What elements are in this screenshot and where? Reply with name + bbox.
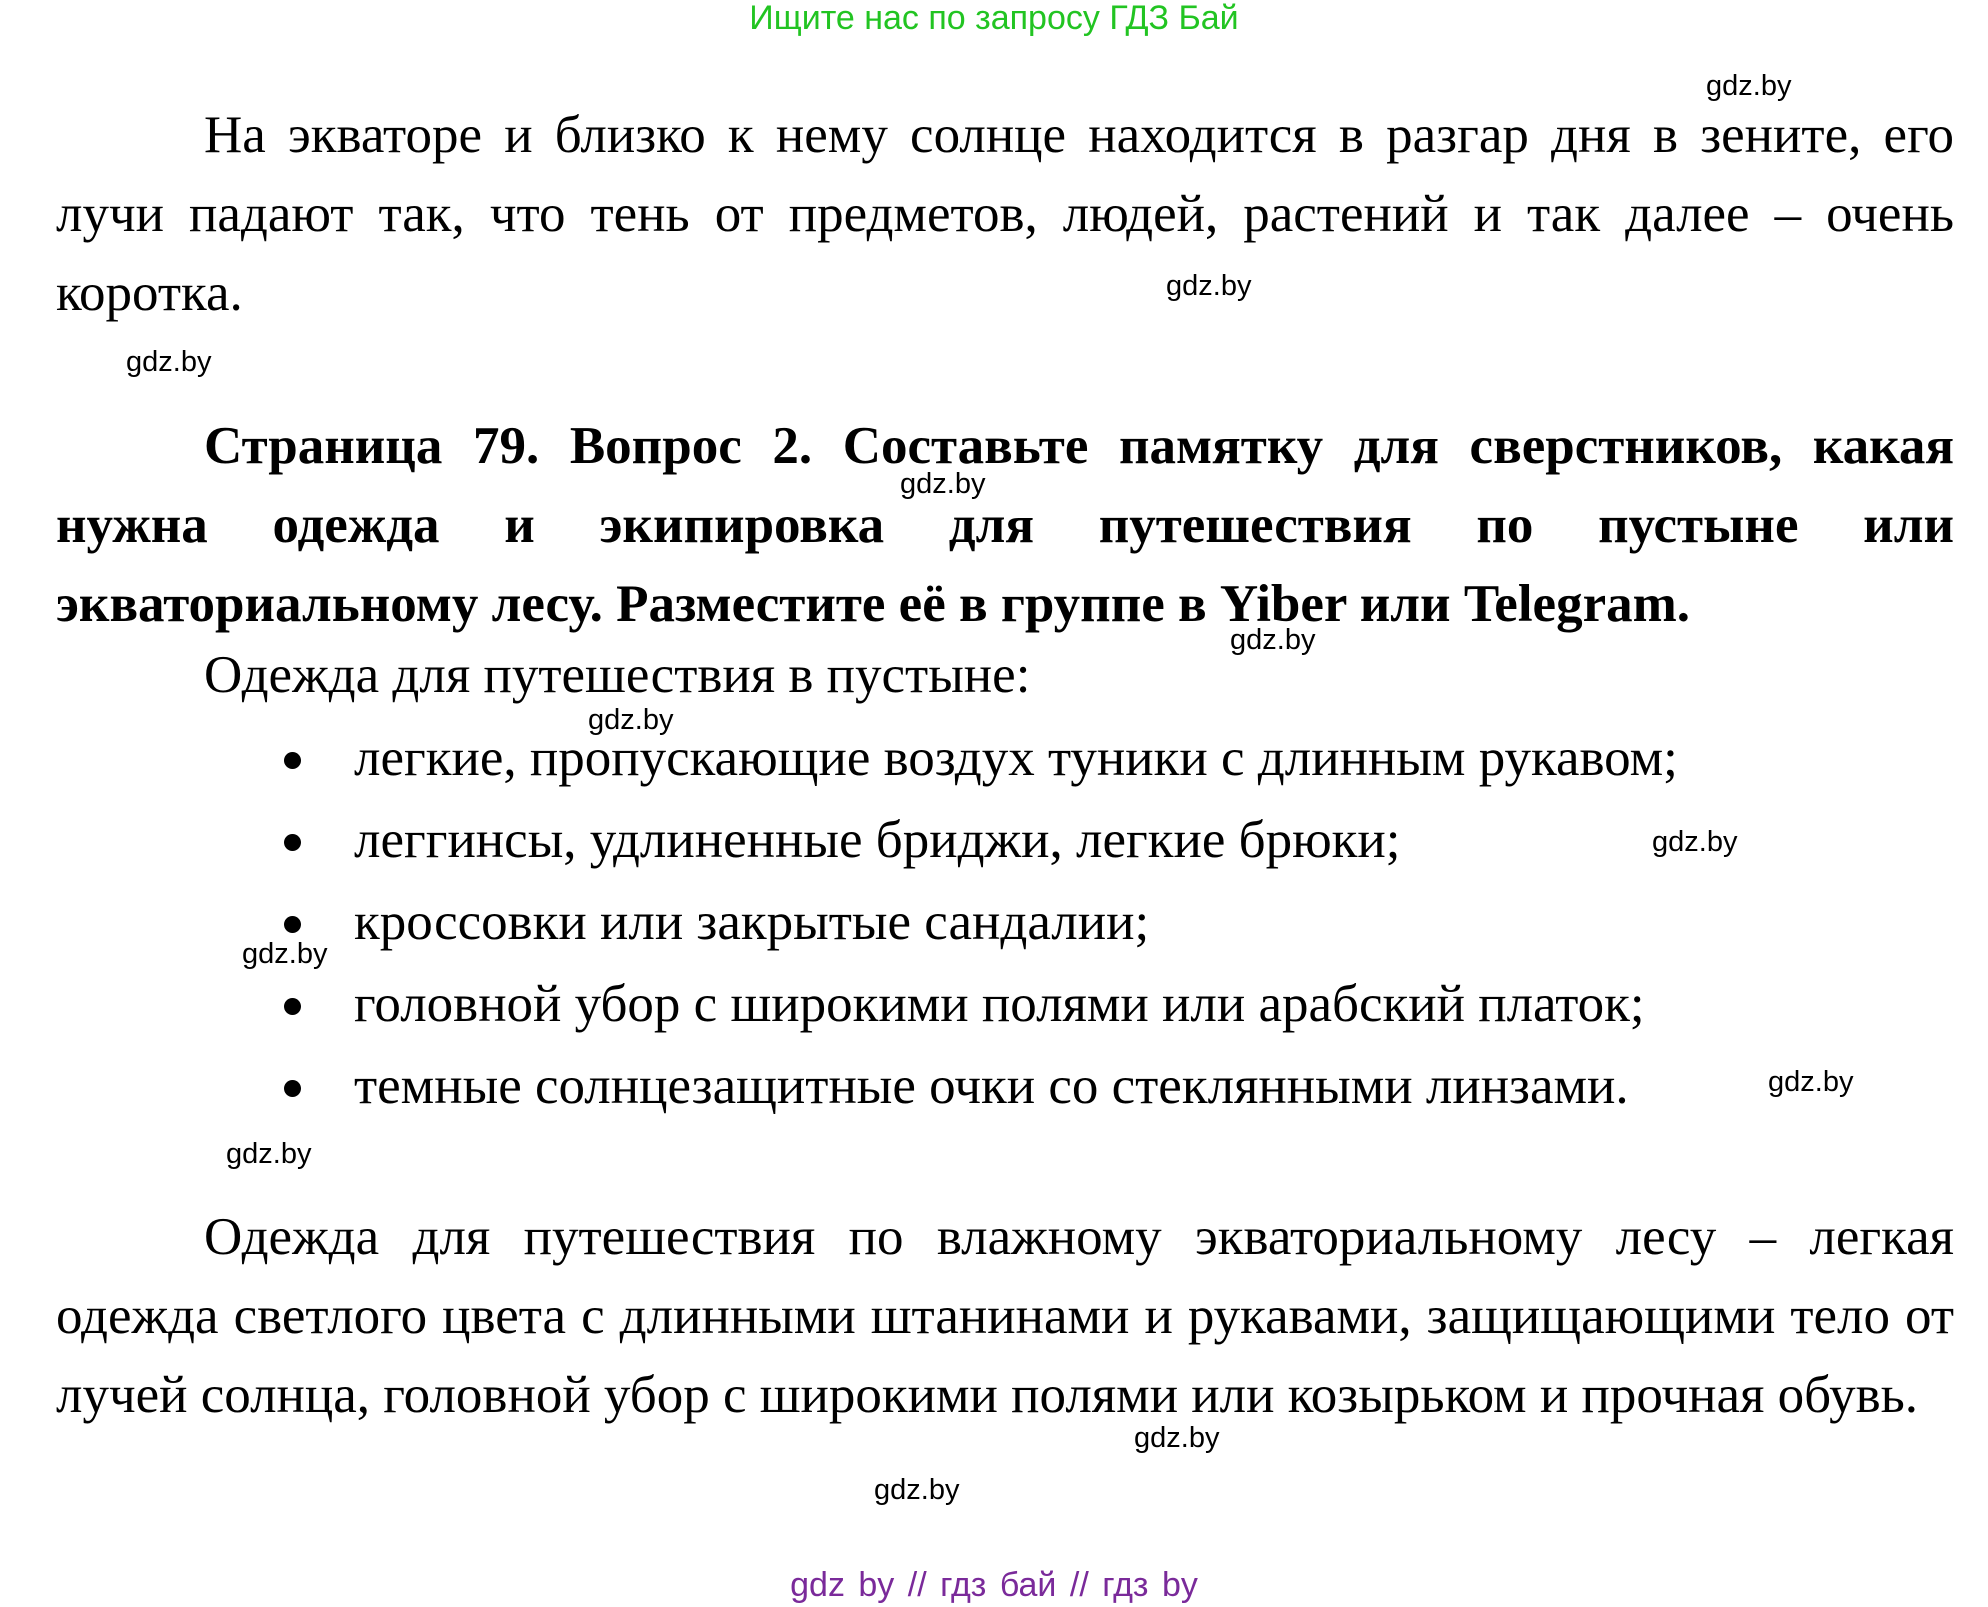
watermark: gdz.by [900, 468, 986, 500]
question-heading: Страница 79. Вопрос 2. Составьте памятку для сверстников, какая нужна одежда и экипировка для путешествия по пустыне или экваториальному лесу. Разместите её в группе в Yiber или Telegram. [56, 417, 1954, 633]
list-item-text: леггинсы, удлиненные бриджи, легкие брюки; [354, 811, 1401, 869]
list-item-text: легкие, пропускающие воздух туники с длинным рукавом; [354, 729, 1678, 787]
watermark: gdz.by [1166, 270, 1252, 302]
watermark: gdz.by [242, 938, 328, 970]
watermark: gdz.by [1230, 624, 1316, 656]
watermark: gdz.by [226, 1138, 312, 1170]
footer-links[interactable]: gdz by // гдз бай // гдз by [790, 1566, 1198, 1604]
forest-clothing-paragraph: Одежда для путешествия по влажному экваториальному лесу – легкая одежда светлого цвета с длинными штанинами и рукавами, защищающими тело от лучей солнца, головной убор с широкими полями или козырьком и прочная обувь. [56, 1208, 1954, 1424]
watermark: gdz.by [1706, 70, 1792, 102]
watermark: gdz.by [1652, 826, 1738, 858]
list-item [0, 965, 1988, 1047]
watermark: gdz.by [1134, 1422, 1220, 1454]
watermark: gdz.by [588, 704, 674, 736]
watermark: gdz.by [874, 1474, 960, 1506]
bullet-icon [284, 834, 301, 851]
bullet-icon [284, 1080, 301, 1097]
bullet-icon [284, 752, 301, 769]
paragraph-equator-shadow: На экваторе и близко к нему солнце находится в разгар дня в зените, его лучи падают так, что тень от предметов, людей, растений и так далее – очень коротка. [56, 106, 1954, 322]
list-item-text: головной убор с широкими полями или арабский платок; [354, 975, 1645, 1033]
desert-clothing-list [0, 719, 1988, 1129]
bullet-icon [284, 998, 301, 1015]
list-item-text: кроссовки или закрытые сандалии; [354, 893, 1150, 951]
list-item-text: темные солнцезащитные очки со стеклянными линзами. [354, 1057, 1629, 1115]
desert-clothing-intro: Одежда для путешествия в пустыне: [204, 646, 1031, 704]
list-item [0, 1047, 1988, 1129]
bullet-icon [284, 916, 301, 933]
list-item [0, 719, 1988, 801]
top-banner-link[interactable]: Ищите нас по запросу ГДЗ Бай [749, 0, 1239, 37]
watermark: gdz.by [126, 346, 212, 378]
watermark: gdz.by [1768, 1066, 1854, 1098]
